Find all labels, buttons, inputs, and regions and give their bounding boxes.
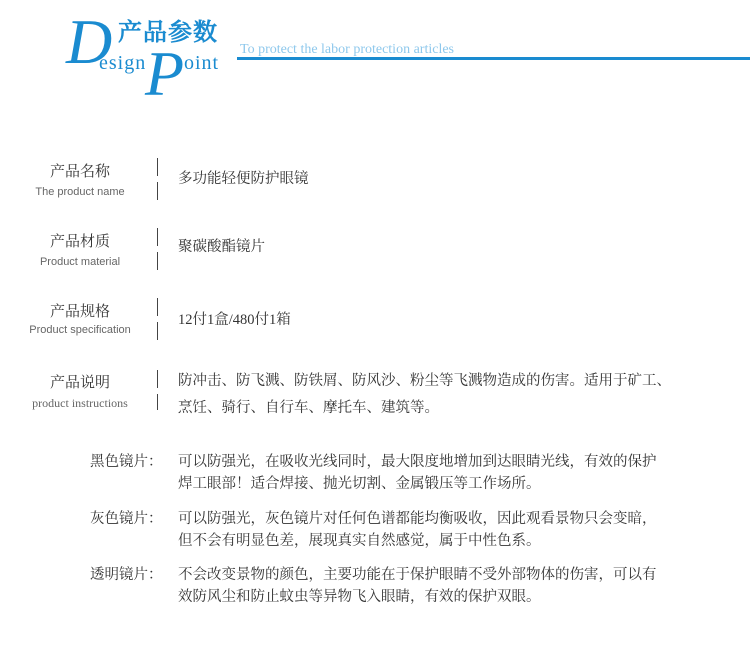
lens-label: 透明镜片： [90, 567, 163, 583]
param-label-en: The product name [35, 186, 125, 198]
lens-text-line-2: 效防风尘和防止蚊虫等异物飞入眼睛，有效的保护双眼。 [178, 589, 541, 605]
separator-bar [157, 228, 158, 246]
param-label-en: Product specification [29, 324, 131, 336]
logo-word-esign: esign [99, 52, 147, 74]
param-value: 聚碳酸酯镜片 [178, 239, 265, 255]
separator-bar [157, 298, 158, 316]
separator-bar [157, 158, 158, 176]
separator-bar [157, 322, 158, 340]
param-label-en: product instructions [32, 396, 128, 410]
separator-bar [157, 252, 158, 270]
logo-letter-p: P [145, 38, 185, 109]
lens-text-line-2: 焊工眼部！适合焊接、抛光切割、金属锻压等工作场所。 [178, 476, 541, 492]
lens-text-line-1: 不会改变景物的颜色，主要功能在于保护眼睛不受外部物体的伤害，可以有 [178, 567, 657, 583]
lens-label: 黑色镜片： [90, 454, 163, 470]
param-label-cn: 产品说明 [49, 373, 110, 391]
separator-bar [157, 182, 158, 200]
lens-text-line-2: 但不会有明显色差，展现真实自然感觉，属于中性色系。 [178, 533, 541, 549]
design-point-header [0, 0, 750, 110]
param-value-line-2: 烹饪、骑行、自行车、摩托车、建筑等。 [178, 400, 439, 416]
section-subtitle: To protect the labor protection articles [240, 42, 454, 57]
lens-text-line-1: 可以防强光，灰色镜片对任何色谱都能均衡吸收，因此观看景物只会变暗， [178, 511, 657, 527]
param-label-cn: 产品名称 [49, 162, 110, 180]
logo-word-oint: oint [184, 52, 220, 74]
param-label-cn: 产品规格 [49, 302, 110, 320]
param-label-cn: 产品材质 [49, 232, 110, 250]
separator-bar [157, 370, 158, 388]
param-value: 12付1盒/480付1箱 [178, 312, 291, 328]
param-value: 多功能轻便防护眼镜 [178, 171, 309, 187]
section-title: 产品参数 [118, 18, 218, 46]
param-label-en: Product material [39, 256, 121, 268]
separator-bar [157, 394, 158, 410]
param-value-line-1: 防冲击、防飞溅、防铁屑、防风沙、粉尘等飞溅物造成的伤害。适用于矿工、 [178, 373, 671, 389]
lens-label: 灰色镜片： [90, 511, 163, 527]
logo-letter-d: D [66, 6, 113, 77]
lens-text-line-1: 可以防强光，在吸收光线同时，最大限度地增加到达眼睛光线，有效的保护 [178, 454, 657, 470]
